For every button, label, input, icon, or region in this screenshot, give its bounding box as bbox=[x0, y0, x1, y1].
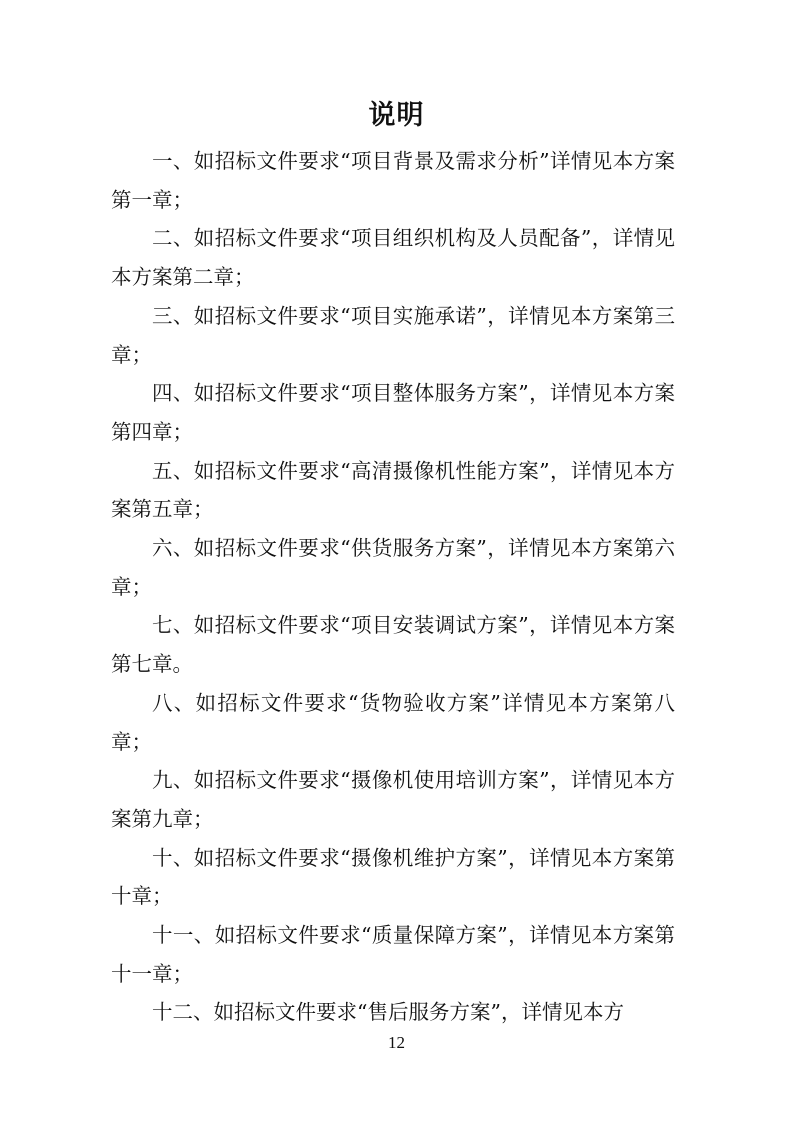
paragraph-10: 十、如招标文件要求“摄像机维护方案”，详情见本方案第十章； bbox=[111, 845, 675, 909]
paragraph-12: 十二、如招标文件要求“售后服务方案”，详情见本方 bbox=[152, 1000, 624, 1025]
paragraph-4: 四、如招标文件要求“项目整体服务方案”，详情见本方案第四章； bbox=[111, 381, 675, 444]
paragraph-3: 三、如招标文件要求“项目实施承诺”，详情见本方案第三章； bbox=[111, 303, 675, 367]
document-body bbox=[111, 142, 675, 1032]
paragraph-1: 一、如招标文件要求“项目背景及需求分析”详情见本方案第一章； bbox=[111, 149, 675, 212]
paragraph-7: 七、如招标文件要求“项目安装调试方案”，详情见本方案第七章。 bbox=[111, 613, 675, 677]
paragraph-8: 八、如招标文件要求“货物验收方案”详情见本方案第八章； bbox=[111, 690, 675, 754]
paragraph-5: 五、如招标文件要求“高清摄像机性能方案”，详情见本方案第五章； bbox=[111, 458, 675, 522]
paragraph-6: 六、如招标文件要求“供货服务方案”，详情见本方案第六章； bbox=[111, 536, 675, 599]
page-title: 说明 bbox=[368, 100, 425, 131]
paragraph-2: 二、如招标文件要求“项目组织机构及人员配备”，详情见本方案第二章； bbox=[111, 226, 675, 290]
paragraph-9: 九、如招标文件要求“摄像机使用培训方案”，详情见本方案第九章； bbox=[111, 768, 675, 831]
page-number: 12 bbox=[388, 1033, 405, 1052]
paragraph-11: 十一、如招标文件要求“质量保障方案”，详情见本方案第十一章； bbox=[111, 923, 675, 986]
